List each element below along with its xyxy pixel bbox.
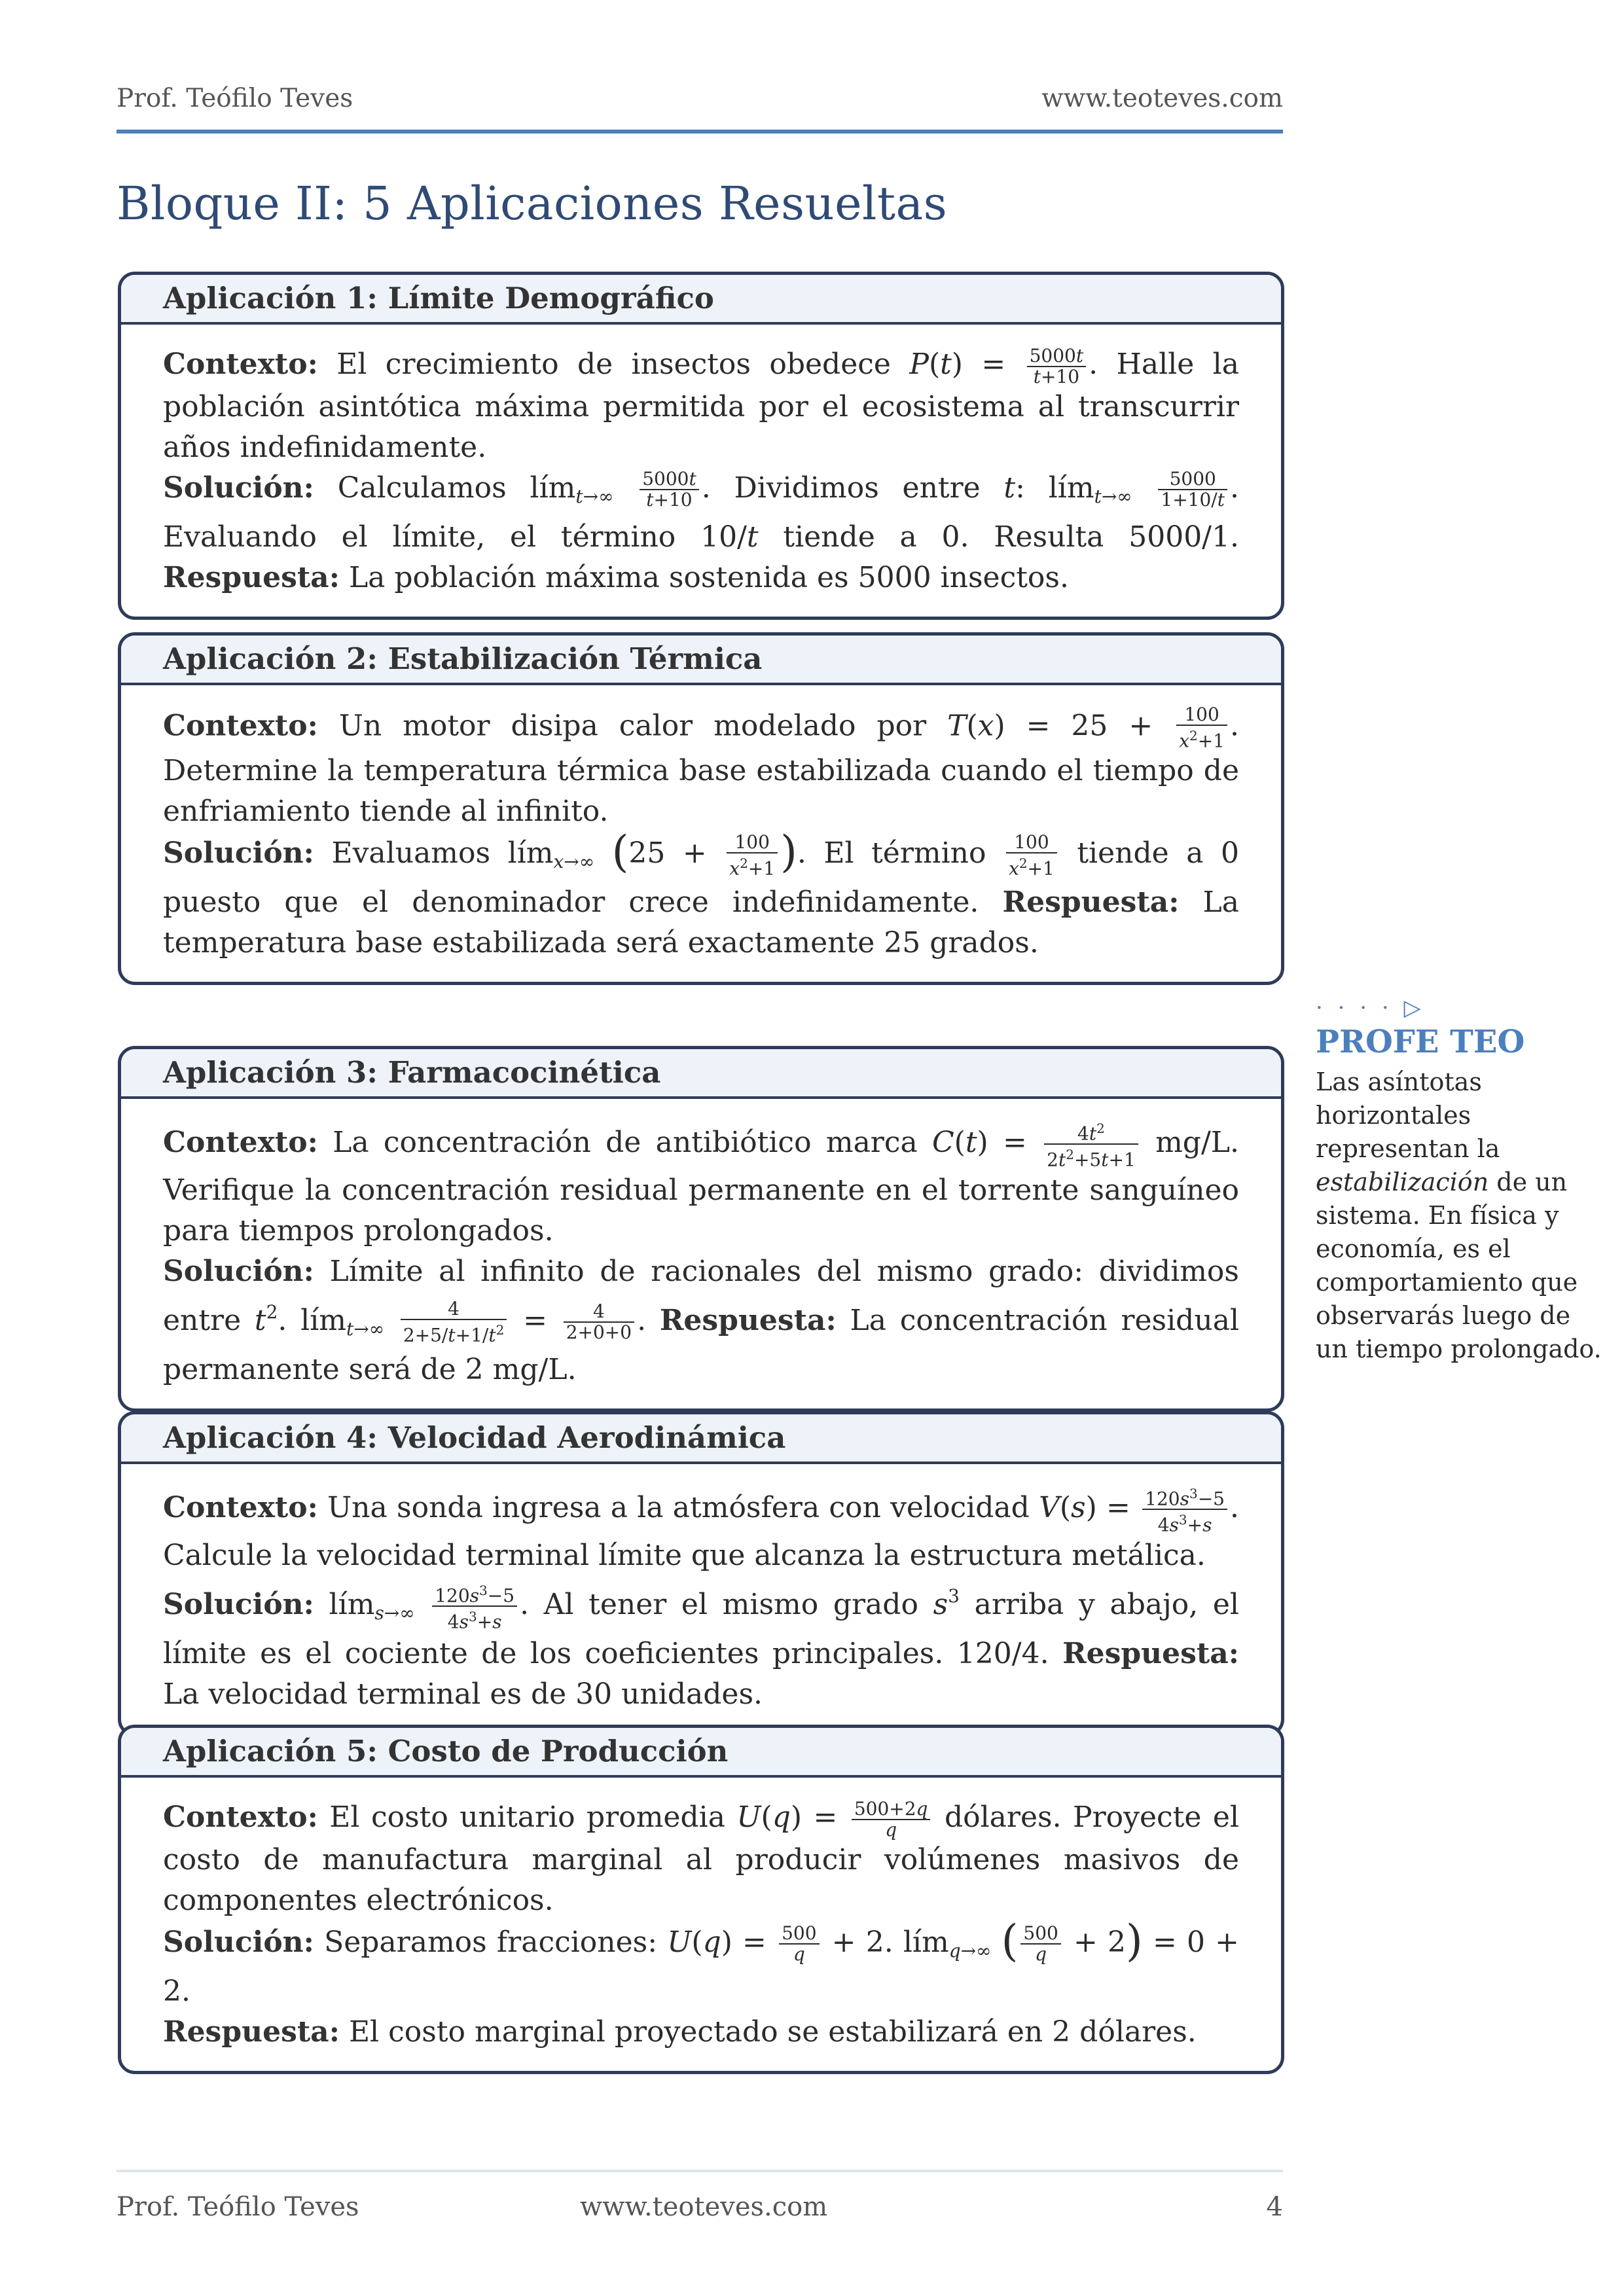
fraction: $\frac{4t^2}{2t^2+5t+1}$	[1044, 1119, 1138, 1170]
fraction: $\frac{120s^3-5}{4s^3+s}$	[432, 1581, 517, 1632]
fraction: $\frac{5000}{1+10/t}$	[1158, 469, 1227, 510]
context-paragraph: Contexto: Una sonda ingresa a la atmósfera con velocidad V(s) = $\frac{120s^3-5}{4s^3+s}$ . Calcule la velocidad terminal límite que alcanza la estructura metálica.	[163, 1484, 1239, 1576]
page-number: 4	[1266, 2192, 1283, 2222]
fraction: $\frac{100}{x^2+1}$	[1176, 705, 1227, 751]
context-paragraph: Contexto: El crecimiento de insectos obedece P(t) = $\frac{5000t}{t+10}$ . Halle la población asintótica máxima permitida por el ecosistema al transcurrir años indefinidamente.	[163, 344, 1239, 464]
solution-paragraph: Solución: Límite al infinito de racionales del mismo grado: dividimos entre $t^2$. lím$_{t\to\infty}$ $\frac{4}{2+5/t+1/t^2}$ = $\frac{4}{2+0+0}$ . Respuesta: La concentración residual permanente será de 2 mg/L.	[163, 1254, 1239, 1386]
context-paragraph: Contexto: El costo unitario promedia U(q) = $\frac{500+2q}{q}$ dólares. Proyecte el costo de manufactura marginal al producir volúmenes masivos de componentes electrónicos.	[163, 1797, 1239, 1917]
fraction: $\frac{500+2q}{q}$	[852, 1799, 931, 1840]
application-box-2	[118, 632, 1284, 985]
fraction: $\frac{100}{x^2+1}$	[1006, 833, 1057, 878]
footer-author: Prof. Teófilo Teves	[117, 2192, 359, 2222]
application-body	[121, 325, 1281, 617]
application-body	[121, 1778, 1281, 2071]
fraction: $\frac{500}{q}$	[1020, 1924, 1060, 1964]
footer-website[interactable]: www.teoteves.com	[580, 2192, 828, 2222]
application-title: Aplicación 1: Límite Demográfico	[121, 275, 1281, 325]
application-title: Aplicación 3: Farmacocinética	[121, 1049, 1281, 1099]
fraction: $\frac{5000t}{t+10}$	[640, 469, 699, 510]
fraction: $\frac{120s^3-5}{4s^3+s}$	[1142, 1484, 1227, 1535]
application-title: Aplicación 2: Estabilización Térmica	[121, 636, 1281, 685]
solution-paragraph: Solución: lím$_{s\to\infty}$ $\frac{120s^3-5}{4s^3+s}$ . Al tener el mismo grado $s^3$ arriba y abajo, el límite es el cociente de los coeficientes principales. 120/4. Respuesta: La velocidad terminal es de 30 unidades.	[163, 1576, 1239, 1715]
header-author: Prof. Teófilo Teves	[117, 84, 353, 113]
page-title: Bloque II: 5 Aplicaciones Resueltas	[117, 177, 948, 230]
margin-note-text: Las asíntotas horizontales representan la estabilización de un sistema. En física y economía, es el comportamiento que observarás luego de un tiempo prolongado.	[1316, 1067, 1602, 1363]
dotted-arrow-icon: · · · · ▷	[1316, 995, 1425, 1021]
application-box-5	[118, 1725, 1284, 2074]
solution-paragraph: Solución: Evaluamos lím$_{x\to\infty}$ (25 + $\frac{100}{x^2+1}$ ). El término $\frac{100}{x^2+1}$ tiende a 0 puesto que el denominador crece indefinidamente. Respuesta: La temperatura base estabilizada será exactamente 25 grados.	[163, 827, 1239, 960]
margin-note-heading: PROFE TEO	[1316, 1024, 1525, 1060]
fraction: $\frac{4}{2+5/t+1/t^2}$	[401, 1299, 507, 1345]
solution-paragraph: Solución: Calculamos lím$_{t\to\infty}$ $\frac{5000t}{t+10}$ . Dividimos entre t: lím$_{t\to\infty}$ $\frac{5000}{1+10/t}$ . Evaluando el límite, el término 10/t tiende a 0. Resulta 5000/1. Respuesta: La población máxima sostenida es 5000 insectos.	[163, 468, 1239, 594]
answer-paragraph: Respuesta: El costo marginal proyectado se estabilizará en 2 dólares.	[163, 2015, 1197, 2049]
application-box-3	[118, 1046, 1284, 1412]
page-footer	[117, 2170, 1283, 2231]
margin-note	[1316, 995, 1604, 1366]
page-header	[117, 84, 1283, 134]
fraction: $\frac{4}{2+0+0}$	[564, 1302, 634, 1342]
application-box-4	[118, 1411, 1284, 1736]
application-title: Aplicación 4: Velocidad Aerodinámica	[121, 1414, 1281, 1464]
application-title: Aplicación 5: Costo de Producción	[121, 1728, 1281, 1778]
context-paragraph: Contexto: Un motor disipa calor modelado por T(x) = 25 + $\frac{100}{x^2+1}$ . Determine la temperatura térmica base estabilizada cuando el tiempo de enfriamiento tiende al infinito.	[163, 704, 1239, 829]
application-body	[121, 1464, 1281, 1733]
fraction: $\frac{100}{x^2+1}$	[727, 833, 778, 878]
fraction: $\frac{500}{q}$	[779, 1924, 819, 1964]
application-body	[121, 685, 1281, 982]
header-website[interactable]: www.teoteves.com	[1041, 84, 1283, 113]
fraction: $\frac{5000t}{t+10}$	[1027, 346, 1087, 387]
solution-paragraph: Solución: Separamos fracciones: U(q) = $\frac{500}{q}$ + 2. lím$_{q\to\infty}$ ( $\frac{500}{q}$ + 2) = 0 + 2.	[163, 1915, 1240, 2008]
application-box-1	[118, 272, 1284, 620]
context-paragraph: Contexto: La concentración de antibiótico marca C(t) = $\frac{4t^2}{2t^2+5t+1}$ mg/L. Verifique la concentración residual permanente en el torrente sanguíneo para tiempos prolongados.	[163, 1119, 1239, 1251]
application-body	[121, 1099, 1281, 1408]
